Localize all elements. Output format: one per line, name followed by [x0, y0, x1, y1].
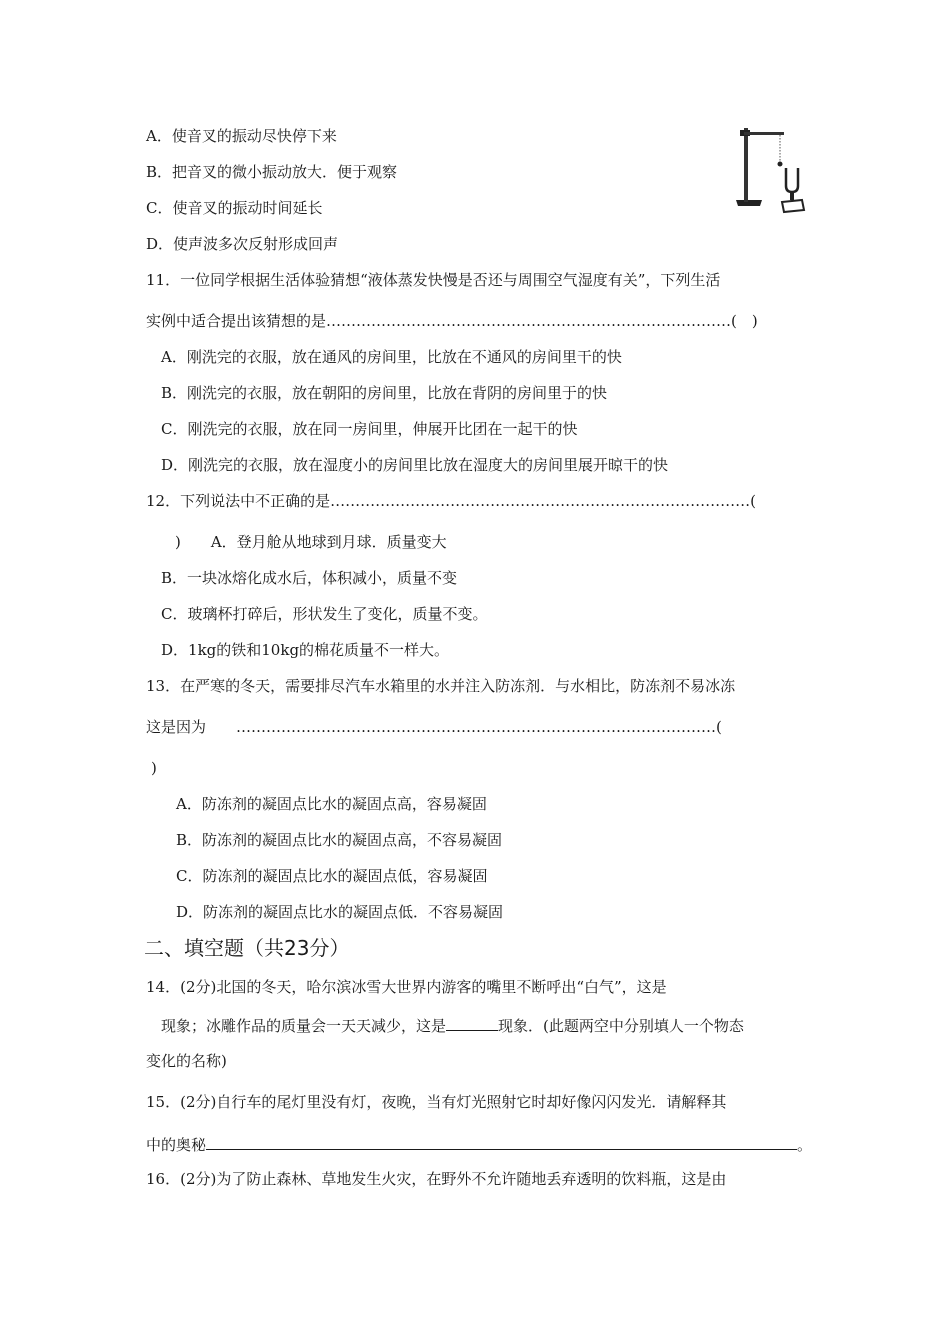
q10-option-b: B．把音叉的微小振动放大．便于观察: [146, 163, 398, 181]
q11-option-a: A．刚洗完的衣服，放在通风的房间里，比放在不通风的房间里干的快: [161, 348, 622, 366]
q11-stem-line2: 实例中适合提出该猜想的是………………………………………………………………………( ): [146, 312, 758, 330]
q12-option-b: B．一块冰熔化成水后，体积减小，质量不变: [161, 569, 458, 587]
q15-text-a: 中的奥秘: [146, 1136, 207, 1154]
q12-stem-line1: 12．下列说法中不正确的是…………………………………………………………………………(: [146, 492, 756, 510]
q11-stem-line1: 11．一位同学根据生活体验猜想“液体蒸发快慢是否还与周围空气湿度有关”，下列生活: [146, 271, 721, 289]
q10-option-a: A．使音叉的振动尽快停下来: [146, 127, 337, 145]
q15-stem-line1: 15．(2分)自行车的尾灯里没有灯，夜晚，当有灯光照射它时却好像闪闪发光．请解释其: [146, 1093, 727, 1111]
q12-option-c: C．玻璃杯打碎后，形状发生了变化，质量不变。: [161, 605, 488, 623]
q13-option-d: D．防冻剂的凝固点比水的凝固点低．不容易凝固: [176, 903, 504, 921]
q13-option-a: A．防冻剂的凝固点比水的凝固点高，容易凝固: [176, 795, 487, 813]
q14-stem-line3: 变化的名称): [146, 1052, 227, 1070]
q15-text-b: 。: [797, 1136, 813, 1154]
q16-stem-line1: 16．(2分)为了防止森林、草地发生火灾，在野外不允许随地丢弃透明的饮料瓶，这是由: [146, 1170, 727, 1188]
q12-option-d: D．1kg的铁和10kg的棉花质量不一样大。: [161, 641, 450, 659]
q14-text-b: 现象．(此题两空中分别填人一个物态: [498, 1017, 744, 1035]
q13-stem-line3: ): [151, 759, 157, 777]
q15-stem-line2: [146, 1133, 812, 1155]
q12-stem-line2: ) A．登月舱从地球到月球．质量变大: [160, 533, 447, 551]
q15-answer-blank[interactable]: [206, 1133, 797, 1150]
q10-option-c: C．使音叉的振动时间延长: [146, 199, 323, 217]
q13-stem-line1: 13．在严寒的冬天，需要排尽汽车水箱里的水并注入防冻剂．与水相比，防冻剂不易冰冻: [146, 677, 736, 695]
q10-option-d: D．使声波多次反射形成回声: [146, 235, 339, 253]
q11-option-b: B．刚洗完的衣服，放在朝阳的房间里，比放在背阴的房间里于的快: [161, 384, 608, 402]
q14-stem-line2: [161, 1014, 744, 1036]
q14-answer-blank[interactable]: [446, 1014, 498, 1031]
q13-option-b: B．防冻剂的凝固点比水的凝固点高，不容易凝固: [176, 831, 503, 849]
q13-option-c: C．防冻剂的凝固点比水的凝固点低，容易凝固: [176, 867, 488, 885]
q14-text-a: 现象；冰雕作品的质量会一天天减少，这是: [161, 1017, 447, 1035]
q11-option-c: C．刚洗完的衣服，放在同一房间里，伸展开比团在一起干的快: [161, 420, 578, 438]
q11-option-d: D．刚洗完的衣服，放在湿度小的房间里比放在湿度大的房间里展开晾干的快: [161, 456, 669, 474]
section-heading: 二、填空题（共23分）: [144, 936, 350, 960]
q13-stem-line2: 这是因为 ……………………………………………………………………………………(: [146, 718, 722, 736]
q14-stem-line1: 14．(2分)北国的冬天，哈尔滨冰雪大世界内游客的嘴里不断呼出“白气”，这是: [146, 978, 667, 996]
tuning-fork-figure: [726, 118, 816, 218]
